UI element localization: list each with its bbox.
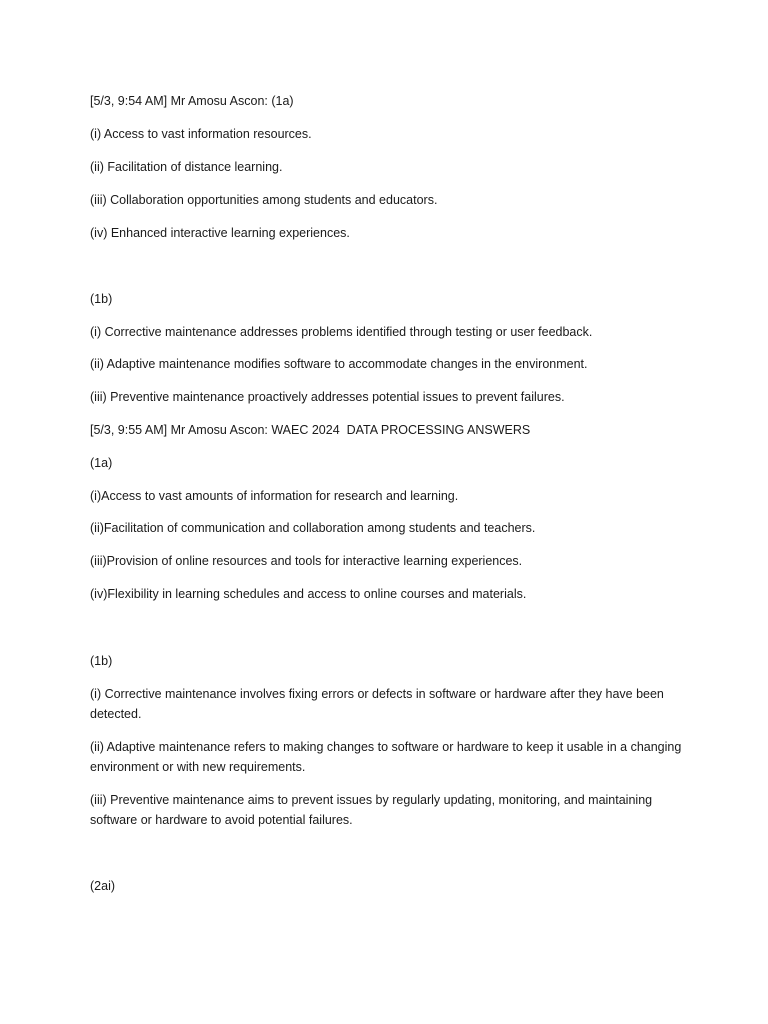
- answer-line: (ii) Facilitation of distance learning.: [90, 160, 283, 174]
- answer-line: (i) Corrective maintenance addresses problems identified through testing or user feedback.: [90, 325, 593, 339]
- answer-paragraph: (ii) Adaptive maintenance refers to making changes to software or hardware to keep it usable in a changing environment or with new requirements.: [90, 740, 685, 774]
- answer-line: (iv)Flexibility in learning schedules and access to online courses and materials.: [90, 587, 527, 601]
- answer-line: (ii) Adaptive maintenance modifies software to accommodate changes in the environment.: [90, 357, 588, 371]
- answer-paragraph: (i) Corrective maintenance involves fixing errors or defects in software or hardware after they have been detected.: [90, 687, 668, 721]
- answer-line: (i) Access to vast information resources.: [90, 127, 312, 141]
- answer-line: (iii) Collaboration opportunities among students and educators.: [90, 193, 438, 207]
- answer-paragraph: (iii) Preventive maintenance aims to prevent issues by regularly updating, monitoring, and maintaining software or hardware to avoid potential failures.: [90, 793, 656, 827]
- answer-line: (iii) Preventive maintenance proactively addresses potential issues to prevent failures.: [90, 390, 565, 404]
- answer-line: (ii)Facilitation of communication and collaboration among students and teachers.: [90, 521, 536, 535]
- answer-line: (iii)Provision of online resources and tools for interactive learning experiences.: [90, 554, 523, 568]
- answer-line: (i)Access to vast amounts of information for research and learning.: [90, 489, 459, 503]
- section-label: (1b): [90, 292, 113, 306]
- section-label: (2ai): [90, 879, 116, 893]
- section-label: (1b): [90, 654, 113, 668]
- section-label: (1a): [90, 456, 113, 470]
- message-header: [5/3, 9:55 AM] Mr Amosu Ascon: WAEC 2024 DATA PROCESSING ANSWERS: [90, 423, 531, 437]
- message-header: [5/3, 9:54 AM] Mr Amosu Ascon: (1a): [90, 94, 294, 108]
- answer-line: (iv) Enhanced interactive learning experiences.: [90, 226, 350, 240]
